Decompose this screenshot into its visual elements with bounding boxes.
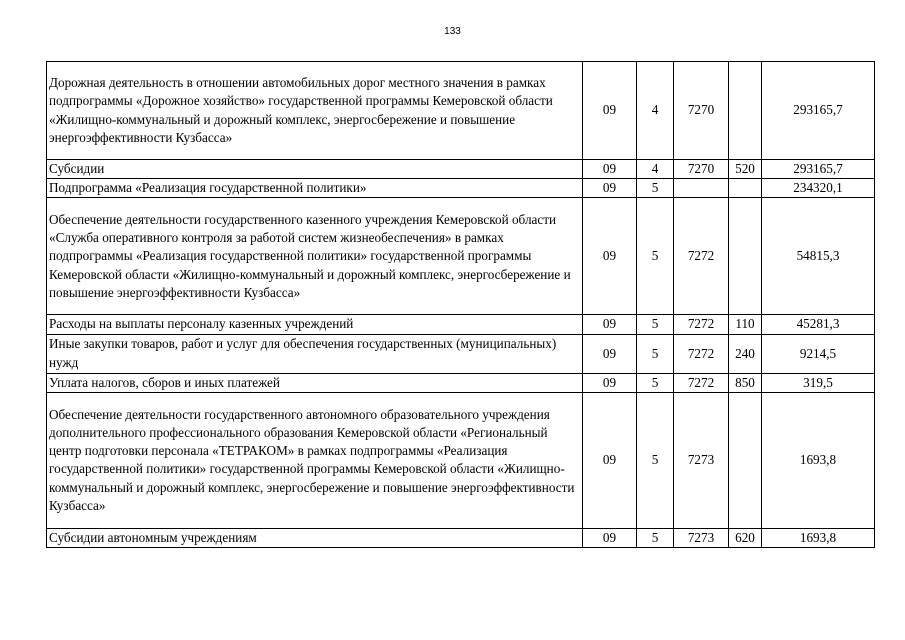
row-name: Обеспечение деятельности государственного казенного учреждения Кемеровской области «Служба оперативного контроля за работой систем жизнеобеспечения» в рамках подпрограммы «Реализация государственной политики» государственной программы Кемеровской области «Жилищно-коммунальный и дорожный комплекс, энергосбережение и повышение энергоэффективности Кузбасса» — [47, 198, 583, 315]
row-type: 110 — [729, 315, 762, 334]
page-number: 133 — [444, 26, 461, 37]
table-row — [47, 373, 875, 392]
row-subprogram: 5 — [637, 179, 674, 198]
row-section: 09 — [583, 373, 637, 392]
row-amount: 54815,3 — [762, 198, 875, 315]
row-subprogram: 5 — [637, 392, 674, 528]
row-name: Субсидии автономным учреждениям — [47, 528, 583, 547]
row-amount: 45281,3 — [762, 315, 875, 334]
row-amount: 1693,8 — [762, 528, 875, 547]
table-row — [47, 62, 875, 160]
table-row — [47, 198, 875, 315]
row-type — [729, 62, 762, 160]
budget-table — [46, 61, 875, 548]
row-type: 850 — [729, 373, 762, 392]
row-section: 09 — [583, 179, 637, 198]
row-code: 7270 — [674, 160, 729, 179]
row-name: Дорожная деятельность в отношении автомобильных дорог местного значения в рамках подпрограммы «Дорожное хозяйство» государственной программы Кемеровской области «Жилищно-коммунальный и дорожный комплекс, энергосбережение и повышение энергоэффективности Кузбасса» — [47, 62, 583, 160]
row-type — [729, 392, 762, 528]
row-name: Субсидии — [47, 160, 583, 179]
row-amount: 319,5 — [762, 373, 875, 392]
row-name: Обеспечение деятельности государственного автономного образовательного учреждения дополнительного профессионального образования Кемеровской области «Региональный центр подготовки персонала «ТЕТРАКОМ» в рамках подпрограммы «Реализация государственной политики» государственной программы Кемеровской области «Жилищно-коммунальный и дорожный комплекс, энергосбережение и повышение энергоэффективности Кузбасса» — [47, 392, 583, 528]
row-code: 7273 — [674, 392, 729, 528]
row-subprogram: 5 — [637, 528, 674, 547]
table-row — [47, 392, 875, 528]
row-amount: 293165,7 — [762, 62, 875, 160]
row-code: 7272 — [674, 334, 729, 373]
row-section: 09 — [583, 315, 637, 334]
row-subprogram: 5 — [637, 315, 674, 334]
row-subprogram: 5 — [637, 198, 674, 315]
row-code: 7272 — [674, 373, 729, 392]
row-name: Иные закупки товаров, работ и услуг для обеспечения государственных (муниципальных) нужд — [47, 334, 583, 373]
row-section: 09 — [583, 392, 637, 528]
table-row — [47, 528, 875, 547]
row-amount: 234320,1 — [762, 179, 875, 198]
table-row — [47, 315, 875, 334]
row-section: 09 — [583, 334, 637, 373]
row-amount: 9214,5 — [762, 334, 875, 373]
row-amount: 293165,7 — [762, 160, 875, 179]
row-amount: 1693,8 — [762, 392, 875, 528]
table-row — [47, 179, 875, 198]
row-type — [729, 179, 762, 198]
row-section: 09 — [583, 160, 637, 179]
row-subprogram: 4 — [637, 62, 674, 160]
row-code — [674, 179, 729, 198]
table-row — [47, 334, 875, 373]
row-section: 09 — [583, 62, 637, 160]
row-code: 7272 — [674, 315, 729, 334]
row-code: 7273 — [674, 528, 729, 547]
row-name: Расходы на выплаты персоналу казенных учреждений — [47, 315, 583, 334]
row-type: 240 — [729, 334, 762, 373]
row-name: Подпрограмма «Реализация государственной политики» — [47, 179, 583, 198]
row-type — [729, 198, 762, 315]
row-section: 09 — [583, 198, 637, 315]
row-section: 09 — [583, 528, 637, 547]
row-subprogram: 4 — [637, 160, 674, 179]
row-type: 620 — [729, 528, 762, 547]
row-code: 7272 — [674, 198, 729, 315]
row-name: Уплата налогов, сборов и иных платежей — [47, 373, 583, 392]
table-row — [47, 160, 875, 179]
row-subprogram: 5 — [637, 373, 674, 392]
row-subprogram: 5 — [637, 334, 674, 373]
row-code: 7270 — [674, 62, 729, 160]
row-type: 520 — [729, 160, 762, 179]
